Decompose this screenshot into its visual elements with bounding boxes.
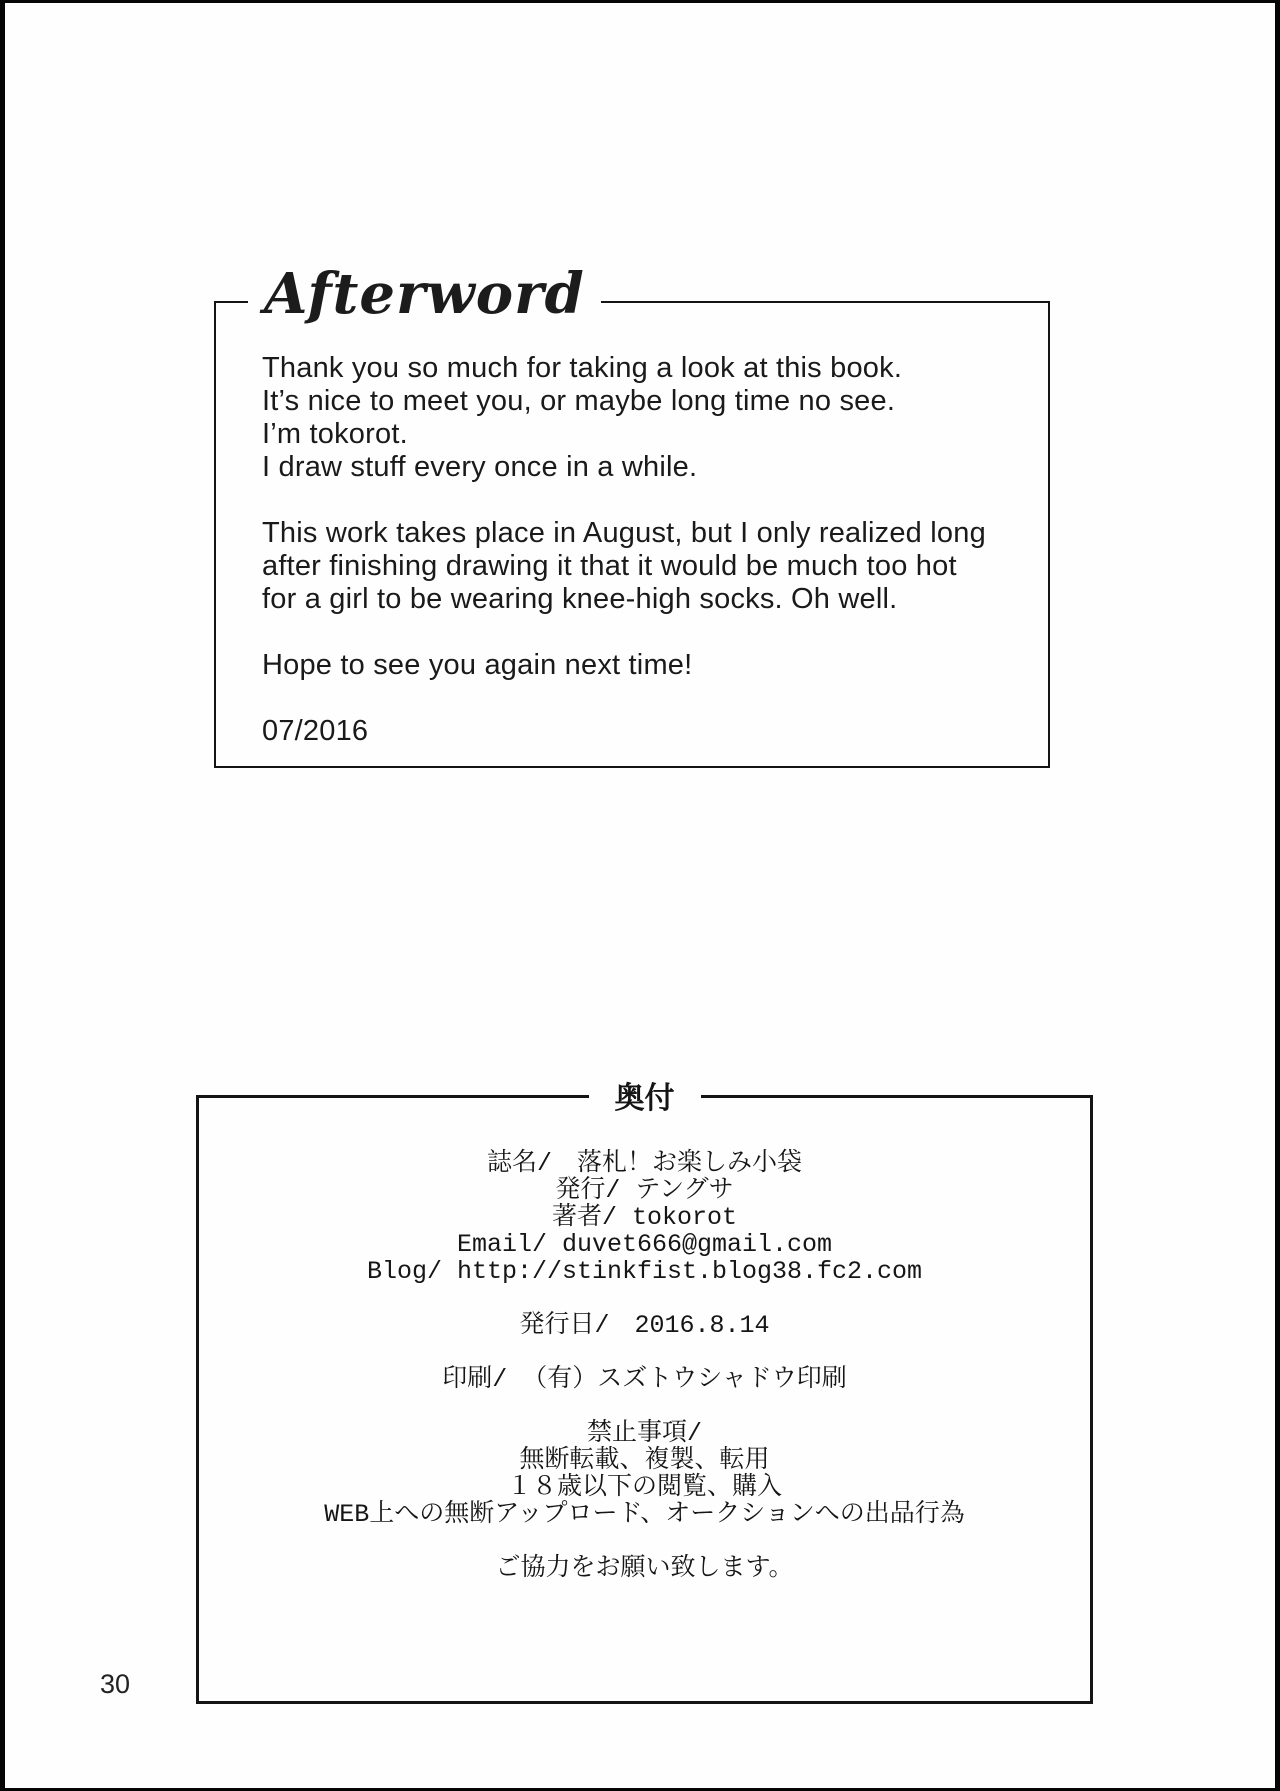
page-number: 30 bbox=[100, 1669, 131, 1699]
afterword-paragraph bbox=[262, 352, 1018, 484]
afterword-date bbox=[262, 715, 1018, 748]
colophon-row-prohibited-heading: 禁止事項/ bbox=[586, 1419, 702, 1448]
afterword-box bbox=[214, 261, 1050, 768]
colophon-row-title: 誌名/ 落札！お楽しみ小袋 bbox=[486, 1149, 802, 1178]
afterword-line: It’s nice to meet you, or maybe long time no see. bbox=[262, 385, 896, 417]
afterword-paragraph bbox=[262, 649, 1018, 682]
afterword-line: I draw stuff every once in a while. bbox=[262, 451, 698, 483]
afterword-line: for a girl to be wearing knee-high socks. Oh well. bbox=[262, 583, 898, 615]
afterword-line: Thank you so much for taking a look at this book. bbox=[262, 352, 903, 384]
afterword-line: This work takes place in August, but I only realized long bbox=[262, 517, 986, 549]
colophon-row-prohibited-1: 無断転載、複製、転用 bbox=[519, 1446, 770, 1475]
colophon-row-publisher: 発行/ テングサ bbox=[555, 1176, 734, 1205]
afterword-line: I’m tokorot. bbox=[262, 418, 408, 450]
colophon-row-prohibited-3: WEB上への無断アップロード、オークションへの出品行為 bbox=[324, 1500, 965, 1529]
afterword-title: Afterword bbox=[248, 257, 601, 331]
colophon-body bbox=[199, 1098, 1090, 1582]
afterword-paragraph bbox=[262, 517, 1018, 616]
colophon-row-author: 著者/ tokorot bbox=[551, 1203, 738, 1232]
colophon-header: 奥付 bbox=[589, 1084, 701, 1118]
colophon-row-blog: Blog/ http://stinkfist.blog38.fc2.com bbox=[366, 1257, 923, 1286]
colophon-row-email: Email/ duvet666@gmail.com bbox=[456, 1230, 833, 1259]
afterword-line: 07/2016 bbox=[262, 715, 369, 747]
afterword-line: Hope to see you again next time! bbox=[262, 649, 693, 681]
colophon-row-prohibited-2: １８歳以下の閲覧、購入 bbox=[506, 1473, 782, 1502]
colophon-row-thanks: ご協力をお願い致します。 bbox=[495, 1554, 794, 1583]
colophon-row-printer: 印刷/ （有）スズトウシャドウ印刷 bbox=[442, 1365, 847, 1394]
colophon-row-pubdate: 発行日/ 2016.8.14 bbox=[519, 1311, 770, 1340]
afterword-line: after finishing drawing it that it would be much too hot bbox=[262, 550, 957, 582]
afterword-body bbox=[216, 303, 1048, 748]
colophon-box bbox=[196, 1084, 1093, 1704]
